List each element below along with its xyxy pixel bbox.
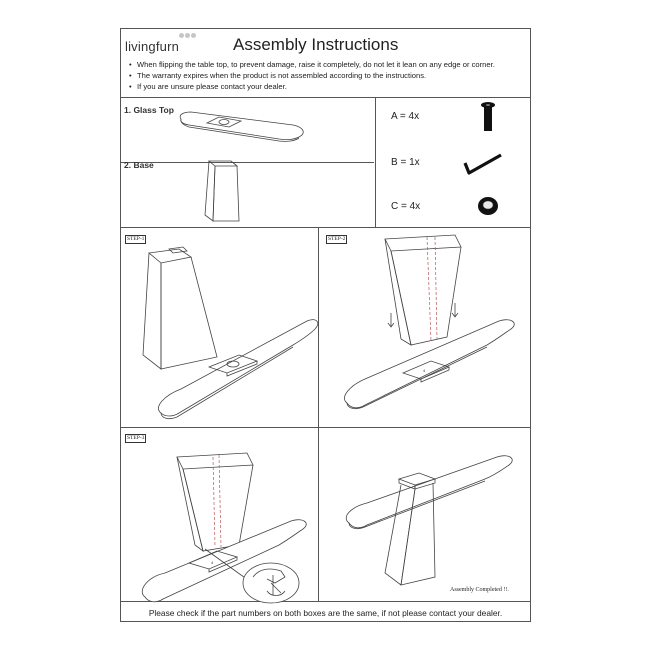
step-1-drawing [121, 227, 318, 427]
notes-list [129, 59, 495, 92]
allen-key-icon [459, 149, 509, 179]
step-tag-2: STEP-2 [328, 236, 346, 242]
instruction-sheet [120, 28, 531, 622]
step-3-drawing [121, 427, 318, 601]
svg-text:4: 4 [211, 560, 214, 565]
hardware-label-b: B = 1x [391, 157, 420, 168]
divider [121, 601, 530, 602]
note-item: • The warranty expires when the product is not assembled according to the instructions. [129, 70, 495, 81]
brand-logo: livingfurn [125, 39, 180, 54]
hardware-label-c: C = 4x [391, 201, 421, 212]
step-2-drawing [319, 227, 532, 427]
divider [375, 97, 376, 227]
logo-dots-icon [179, 33, 196, 38]
page-title: Assembly Instructions [233, 35, 399, 54]
step-tag-3: STEP-3 [127, 435, 145, 441]
step-tag-1: STEP-1 [127, 236, 145, 242]
divider [121, 97, 530, 98]
bolt-icon [478, 101, 498, 135]
note-item: • If you are unsure please contact your dealer. [129, 81, 495, 92]
glass-top-drawing [175, 103, 315, 153]
base-drawing [197, 157, 257, 227]
part-label-glass-top: 1. Glass Top [124, 105, 174, 115]
part-label-base: 2. Base [124, 160, 154, 170]
note-item: • When flipping the table top, to prevent damage, raise it completely, do not let it lean on any edge or corner. [129, 59, 495, 70]
completed-table-drawing [319, 427, 532, 601]
washer-icon [475, 195, 501, 217]
footer-note: Please check if the part numbers on both boxes are the same, if not please contact your dealer. [148, 608, 503, 618]
hardware-label-a: A = 4x [391, 111, 420, 122]
assembly-completed-label: Assembly Completed !!. [450, 587, 509, 593]
svg-text:4: 4 [423, 368, 426, 373]
